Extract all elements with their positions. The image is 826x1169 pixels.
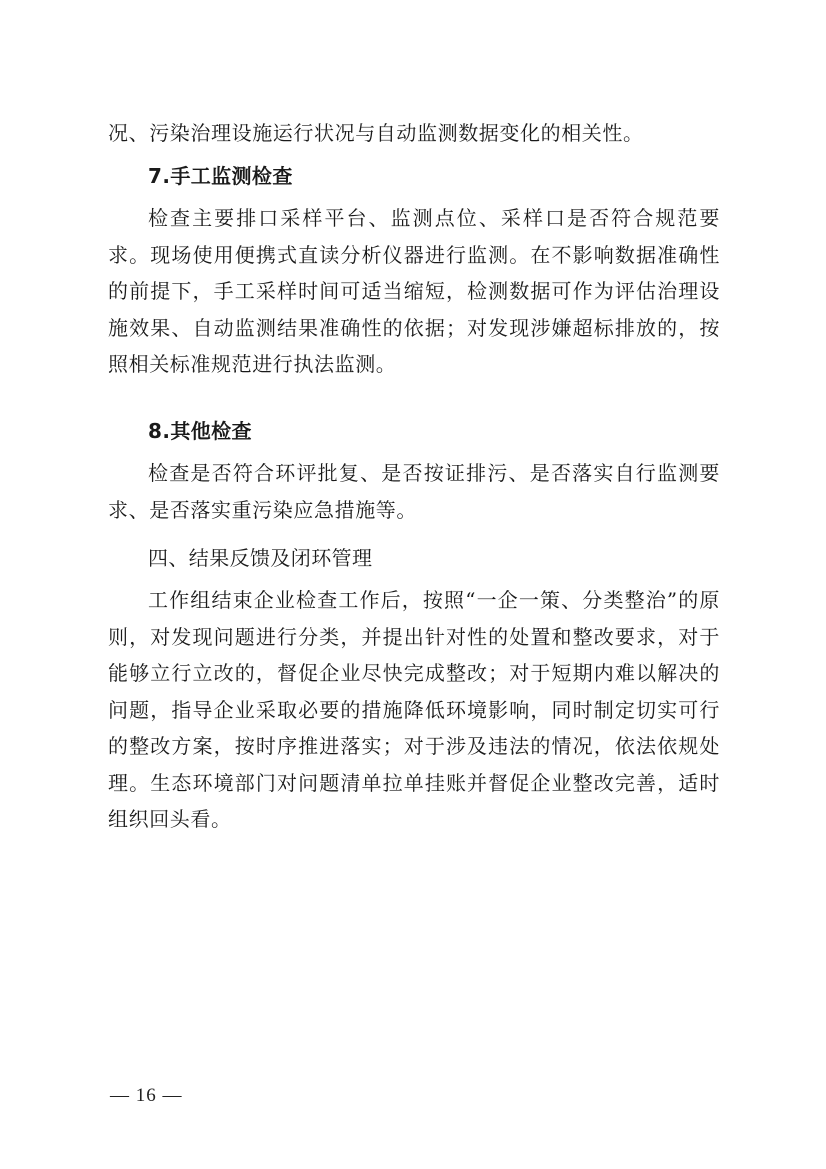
section-4-paragraph: 工作组结束企业检查工作后，按照“一企一策、分类整治”的原则，对发现问题进行分类，并提出针对性的处置和整改要求，对于能够立行立改的，督促企业尽快完成整改；对于短期内难以解决的问题，指导企业采取必要的措施降低环境影响，同时制定切实可行的整改方案，按时序推进落实；对于涉及违法的情况，依法依规处理。生态环境部门对问题清单拉单挂账并督促企业整改完善，适时组织回头看。 [108,588,720,831]
section-4-heading: 四、结果反馈及闭环管理 [148,546,373,570]
continuation-paragraph: 况、污染治理设施运行状况与自动监测数据变化的相关性。 [108,121,644,145]
page-number: — 16 — [110,1085,183,1106]
section-8-paragraph: 检查是否符合环评批复、是否按证排污、是否落实自行监测要求、是否落实重污染应急措施等。 [108,461,720,522]
section-7-heading: 7.手工监测检查 [148,164,293,188]
section-7-paragraph: 检查主要排口采样平台、监测点位、采样口是否符合规范要求。现场使用便携式直读分析仪器进行监测。在不影响数据准确性的前提下，手工采样时间可适当缩短，检测数据可作为评估治理设施效果、自动监测结果准确性的依据；对发现涉嫌超标排放的，按照相关标准规范进行执法监测。 [108,206,720,376]
section-8-heading: 8.其他检查 [148,419,252,443]
